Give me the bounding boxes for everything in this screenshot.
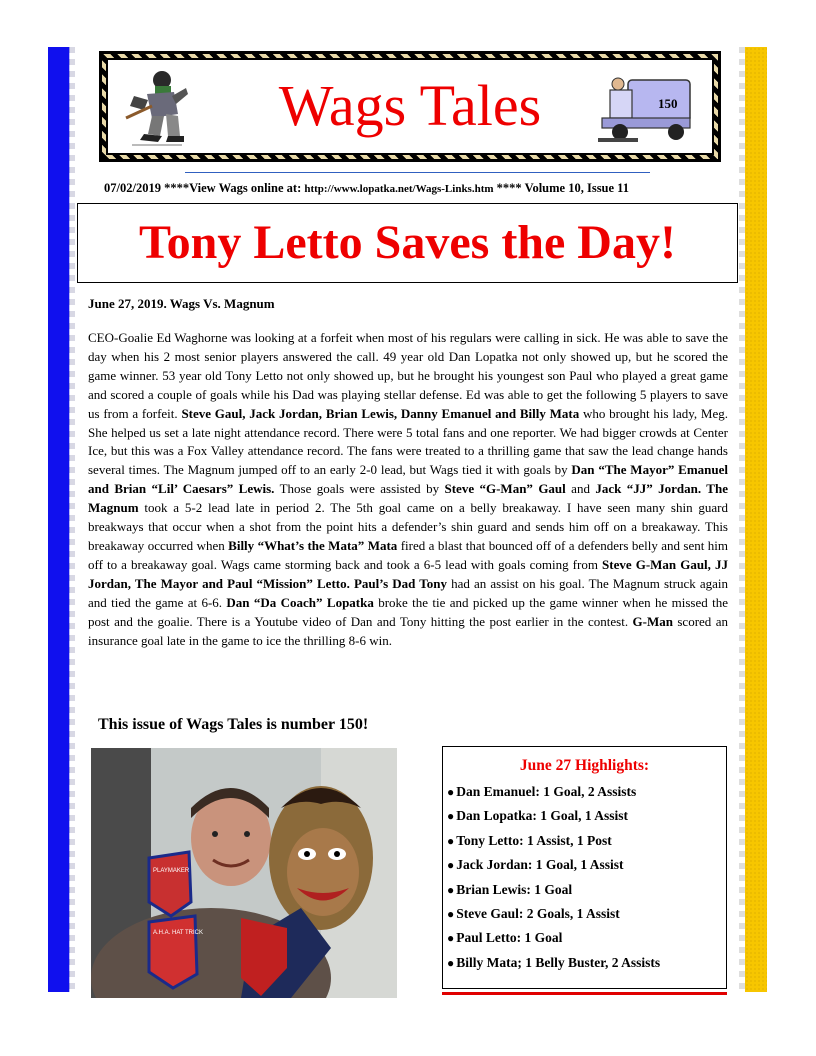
zamboni-icon — [598, 68, 698, 144]
highlight-item — [447, 906, 726, 930]
highlight-item-text: Billy Mata; 1 Belly Buster, 2 Assists — [456, 954, 661, 970]
bullet-icon: ● — [447, 809, 455, 824]
issue-note: This issue of Wags Tales is number 150! — [98, 716, 369, 733]
zamboni-badge-number: 150 — [658, 96, 678, 111]
highlights-title: June 27 Highlights: — [519, 757, 650, 774]
masthead-rule — [185, 172, 650, 173]
highlights-underline — [442, 992, 727, 995]
headline-box — [77, 203, 738, 283]
left-border-bar — [48, 47, 70, 992]
playmaker-patch-text: PLAYMAKER — [153, 868, 190, 874]
highlight-item — [447, 882, 726, 906]
right-border-wave — [739, 47, 745, 992]
article-text: took a 5-2 lead late in period 2. The 5th goal came on a belly breakaway. I have seen many shin guard breakways that occur when a shot from the point hits a defender’s shin guard and sends him off on a breakaway. This breakaway occurred when — [88, 500, 728, 553]
bullet-icon: ● — [447, 955, 455, 970]
issue-line-suffix: **** Volume 10, Issue 11 — [493, 181, 629, 195]
article-text: fired a blast that bounced off of a defenders belly and sent him off to a breakaway goal. Wags came storming back and took a 6-5 lead with goals coming from — [88, 537, 728, 572]
article-bold-text: G-Man — [632, 613, 673, 629]
article-bold-text: Steve Gaul, Jack Jordan, Brian Lewis, Danny Emanuel and Billy Mata — [181, 405, 580, 421]
masthead-title: Wags Tales — [278, 73, 542, 138]
issue-line — [104, 181, 724, 196]
article-body — [88, 329, 728, 650]
article-text: had an assist on his goal. The Magnum struck again and tied the game at 6-6. — [88, 575, 728, 610]
highlight-item-text: Tony Letto: 1 Assist, 1 Post — [456, 832, 612, 848]
bullet-icon: ● — [447, 833, 455, 848]
highlight-item-text: Paul Letto: 1 Goal — [456, 930, 563, 946]
highlight-item-text: Steve Gaul: 2 Goals, 1 Assist — [456, 905, 620, 921]
article-text: and — [565, 481, 596, 497]
article-bold-text: Steve “G-Man” Gaul — [444, 481, 566, 497]
issue-line-prefix: 07/02/2019 ****View Wags online at: — [104, 181, 305, 195]
right-border-bar — [745, 47, 767, 992]
bullet-icon: ● — [447, 931, 455, 946]
headline: Tony Letto Saves the Day! — [139, 216, 676, 269]
article-text: Those goals were assisted by — [274, 481, 445, 497]
bullet-icon: ● — [447, 785, 455, 799]
highlights-box — [442, 746, 727, 989]
bullet-icon: ● — [447, 906, 455, 921]
highlight-item-text: Jack Jordan: 1 Goal, 1 Assist — [456, 857, 624, 873]
article-bold-text: Dan “The Mayor” Emanuel and Brian “Lil’ Caesars” Lewis. — [88, 462, 729, 497]
bullet-icon: ● — [447, 882, 455, 897]
highlight-item-text: Dan Lopatka: 1 Goal, 1 Assist — [456, 808, 629, 824]
article-text: CEO-Goalie Ed Waghorne was looking at a forfeit when most of his regulars were calling in sick. He was able to save the day when his 2 most senior players answered the call. 49 year old Dan Lopatka not only showed up, but he scored the game winner. 53 year old Tony Letto not only showed up, but he brought his youngest son Paul who played a great game and scored a couple of goals while his Dad was playing stellar defense. Ed was able to get the following 5 players to save us from a forfeit. — [88, 330, 728, 421]
dateline: June 27, 2019. Wags Vs. Magnum — [88, 296, 275, 311]
article-text: who brought his lady, Meg. She helped us set a late night attendance record. There were 5 total fans and one reporter. We had bigger crowds at Center Ice, but this was a Fox Valley attendance record. The fans were treated to a thrilling game that saw the lead change hands several times. The Magnum jumped off to an early 2-0 lead, but Wags tied it with goals by — [88, 405, 728, 478]
bullet-icon: ● — [447, 858, 455, 873]
masthead — [99, 51, 721, 162]
team-photo — [91, 748, 397, 998]
highlight-item-text: Brian Lewis: 1 Goal — [456, 881, 573, 897]
highlight-item — [447, 784, 726, 808]
article-bold-text: Billy “What’s the Mata” Mata — [228, 537, 398, 553]
highlight-item — [447, 930, 726, 954]
article-bold-text: Dan “Da Coach” Lopatka — [226, 594, 374, 610]
masthead-inner — [106, 58, 714, 155]
article-bold-text: Jack “JJ” Jordan. The Magnum — [88, 481, 728, 516]
highlight-item — [447, 857, 726, 881]
article-text: scored an insurance goal late in the game to ice the thrilling 8-6 win. — [88, 613, 728, 648]
issue-line-url[interactable]: http://www.lopatka.net/Wags-Links.htm — [304, 183, 494, 195]
article-bold-text: Steve G-Man Gaul, JJ Jordan, The Mayor and Paul “Mission” Letto. Paul’s Dad Tony — [88, 556, 728, 591]
highlight-item — [447, 955, 726, 979]
left-border-wave — [69, 47, 75, 992]
highlight-item — [447, 808, 726, 832]
highlights-list — [443, 784, 726, 979]
article-text: broke the tie and picked up the game winner when he missed the post and the goalie. There is a Youtube video of Dan and Tony hitting the post earlier in the contest. — [88, 594, 728, 629]
highlight-item — [447, 833, 726, 857]
highlight-item-text: Dan Emanuel: 1 Goal, 2 Assists — [456, 784, 637, 799]
hat-trick-patch-text: A.H.A. HAT TRICK — [153, 930, 204, 936]
